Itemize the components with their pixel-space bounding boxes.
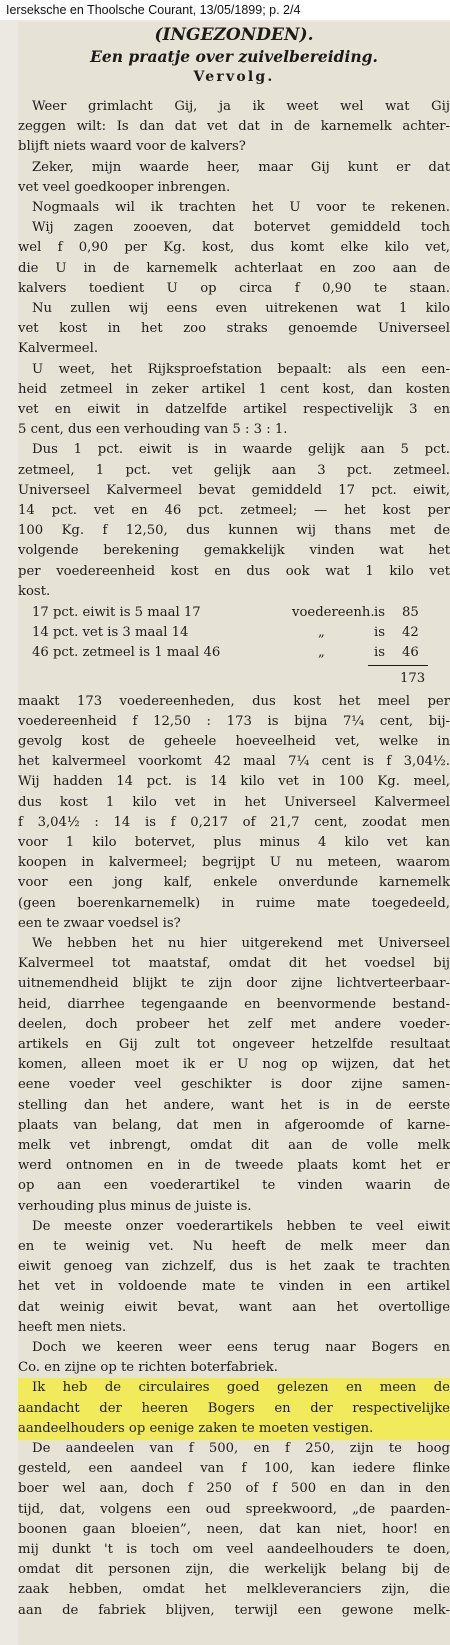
table-row-label: 14 pct. vet is 3 maal 14	[32, 625, 189, 641]
article-line: dus kost 1 kilo vet in het Universeel Kalvermeel	[18, 794, 450, 810]
article-line: per voedereenheid kost en dus ook wat 1 kilo vet	[18, 563, 450, 579]
article-line: Dus 1 pct. eiwit is in waarde gelijk aan 5 pct.	[32, 442, 450, 458]
article-line: gevolg kost de geheele hoeveelheid vet, welke in	[18, 734, 450, 749]
article-line: op aan een voederartikel te vinden waarin de	[18, 1178, 450, 1194]
article-line: Universeel Kalvermeel bevat gemiddeld 17 pct. eiwit,	[18, 482, 450, 498]
article-line: boer wel aan, doch f 250 of f 500 en dan in den	[18, 1481, 450, 1497]
table-row-is: is	[374, 645, 385, 661]
article-line: het kalvermeel voorkomt 42 maal 7¼ cent is f 3,04½.	[18, 754, 450, 770]
article-line: Co. en zijne op te richten boterfabriek.	[18, 1360, 278, 1376]
article-line: volgende berekening gemakkelijk vinden wat het	[18, 543, 450, 559]
article-line: (geen boerenkarnemelk) in ruime mate toegedeeld,	[18, 895, 450, 911]
article-subheading: Een praatje over zuivelbereiding.	[90, 47, 378, 66]
table-row-unit: voedereenh.	[292, 605, 375, 620]
table-row-label: 17 pct. eiwit is 5 maal 17	[32, 605, 201, 620]
article-line: zeggen wilt: Is dan dat vet dat in de karnemelk achter-	[18, 119, 450, 135]
article-line: werd ontnomen en in de tweede plaats komt het er	[18, 1158, 450, 1174]
article-line: melk vet inbrengt, omdat dit aan de volle melk	[18, 1138, 450, 1153]
newspaper-clipping	[18, 22, 450, 1645]
table-row-unit: „	[318, 625, 325, 641]
table-row-value: 42	[402, 625, 419, 641]
article-line: wel f 0,90 per Kg. kost, dus komt elke kilo vet,	[18, 240, 450, 256]
source-bar	[0, 0, 450, 20]
article-line: zetmeel, 1 pct. vet gelijk aan 3 pct. zetmeel.	[18, 462, 450, 478]
article-line: vet kost in het zoo straks genoemde Universeel	[18, 321, 450, 337]
article-line: koopen in kalvermeel; begrijpt U nu meteen, waarom	[18, 855, 450, 871]
article-line: Weer grimlacht Gij, ja ik weet wel wat Gij	[32, 99, 450, 114]
article-line: vet veel goedkooper inbrengen.	[18, 179, 231, 195]
article-line: We hebben het nu hier uitgerekend met Universeel	[32, 936, 450, 951]
table-total: 173	[400, 670, 426, 686]
article-line: mij dunkt 't is toch om veel aandeelhouders te doen,	[18, 1542, 450, 1557]
article-line: 100 Kg. f 12,50, dus kunnen wij thans met de	[18, 523, 450, 539]
article-line: 5 cent, dus een verhouding van 5 : 3 : 1.	[18, 422, 288, 438]
table-row-value: 46	[402, 645, 419, 661]
article-line: Nogmaals wil ik trachten het U voor te rekenen.	[32, 200, 450, 215]
article-line: een te zwaar voedsel is?	[18, 915, 181, 931]
article-line: eiwit genoeg van zichzelf, dus is het zaak te trachten	[18, 1259, 450, 1275]
article-line: f 3,04½ : 14 is f 0,217 of 21,7 cent, zoodat men	[18, 814, 450, 830]
article-line: Wij zagen zooeven, dat botervet gemiddeld toch	[32, 220, 450, 236]
article-line: vet en eiwit in datzelfde artikel respectivelijk 3 en	[18, 402, 450, 417]
article-line: en te weinig vet. Nu heeft de melk meer dan	[18, 1239, 450, 1254]
article-line: heid zetmeel in zeker artikel 1 cent kost, dan kosten	[18, 381, 450, 397]
article-line: heid, diarrhee tegengaande en beenvormende bestand-	[18, 996, 450, 1012]
article-line: aandeelhouders op eenige zaken te moeten vestigen.	[18, 1420, 374, 1436]
article-line: 14 pct. vet en 46 pct. zetmeel; — het kost per	[18, 503, 450, 518]
article-line: voor een jong kalf, enkele onverdunde karnemelk	[18, 875, 450, 891]
article-line: omdat dit personen zijn, die werkelijk belang bij de	[18, 1562, 450, 1578]
table-row-unit: „	[318, 645, 325, 661]
article-line: plaats van belang, dat men in afgeroomde of karne-	[18, 1117, 450, 1133]
article-line: artikels en Gij zult tot ongeveer hetzelfde resultaat	[18, 1037, 450, 1052]
article-line: Kalvermeel tot maatstaf, omdat dit het voedsel bij	[18, 956, 450, 972]
article-line: Doch we keeren weer eens terug naar Bogers en	[32, 1340, 450, 1355]
table-row-label: 46 pct. zetmeel is 1 maal 46	[32, 645, 221, 661]
article-line: Kalvermeel.	[18, 341, 99, 357]
article-line: voedereenheid f 12,50 : 173 is bijna 7¼ cent, bij-	[18, 713, 450, 729]
article-line: zaak hebben, omdat het melkleveranciers zijn, die	[18, 1582, 450, 1598]
article-line: heeft men niets.	[18, 1319, 127, 1335]
article-line: eene voeder veel geschikter is door zijne samen-	[18, 1077, 450, 1093]
article-line: dat weinig eiwit bevat, want aan het overtollige	[18, 1299, 450, 1315]
article-line: het vet in voldoende mate te vinden in een artikel	[18, 1279, 450, 1295]
article-heading: (INGEZONDEN).	[154, 25, 314, 45]
article-line: deelen, doch probeer het zelf met andere voeder-	[18, 1016, 450, 1032]
article-line: verhouding plus minus de juiste is.	[18, 1198, 252, 1214]
continuation-label: Vervolg.	[193, 69, 275, 85]
article-line: stelling dan het andere, want het is in de eerste	[18, 1097, 450, 1113]
article-line: uitnemendheid blijkt te zijn door zijne lichtverteerbaar-	[18, 976, 450, 992]
article-line: Nu zullen wij eens even uitrekenen wat 1 kilo	[32, 301, 450, 316]
article-line: De aandeelen van f 500, en f 250, zijn te hoog	[32, 1441, 450, 1456]
source-label: Ierseksche en Thoolsche Courant, 13/05/1899; p. 2/4	[6, 3, 301, 17]
article-line: aandacht der heeren Bogers en der respectivelijke	[18, 1400, 450, 1416]
article-line: gesteld, een aandeel van f 100, kan iedere flinke	[18, 1461, 450, 1477]
article-line: Wij hadden 14 pct. is 14 kilo vet in 100 Kg. meel,	[18, 774, 450, 790]
article-line: boonen gaan bloeien”, neen, dat kan niet, hoor! en	[18, 1521, 450, 1537]
article-line: De meeste onzer voederartikels hebben te veel eiwit	[32, 1218, 450, 1234]
article-line: voor 1 kilo botervet, plus minus 4 kilo vet kan	[18, 835, 450, 850]
table-row-is: is	[374, 605, 385, 620]
article-line: tijd, dat, volgens een oud spreekwoord, „de paarden-	[18, 1501, 450, 1517]
article-line: Ik heb de circulaires goed gelezen en meen de	[32, 1380, 450, 1396]
table-row-value: 85	[402, 605, 419, 620]
table-row-is: is	[374, 625, 385, 641]
article-line: maakt 173 voedereenheden, dus kost het meel per	[18, 693, 450, 709]
sum-rule	[368, 665, 428, 666]
article-line: komen, alleen moet ik er U nog op wijzen, dat het	[18, 1057, 450, 1073]
article-line: kalvers toedient U op circa f 0,90 te staan.	[18, 280, 450, 296]
article-line: blijft niets waard voor de kalvers?	[18, 139, 246, 155]
article-line: kost.	[18, 583, 51, 599]
article-line: die U in de karnemelk achterlaat en zoo aan de	[18, 260, 450, 276]
article-line: Zeker, mijn waarde heer, maar Gij kunt er dat	[32, 159, 450, 175]
article-line: aan de fabriek blijven, terwijl een gewone melk-	[18, 1602, 450, 1618]
article-line: U weet, het Rijksproefstation bepaalt: als een een-	[32, 361, 450, 377]
